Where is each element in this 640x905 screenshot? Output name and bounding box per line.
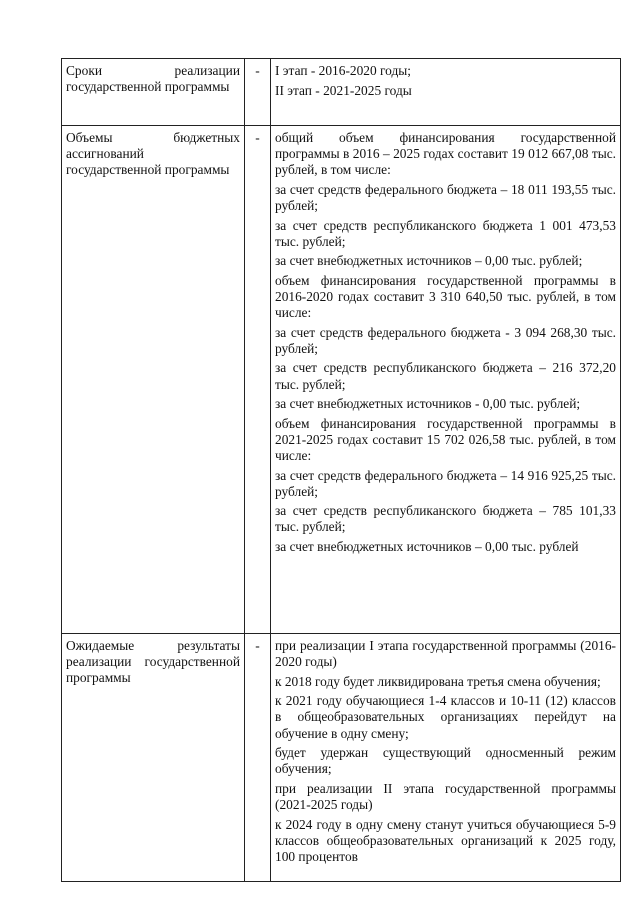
paragraph: за счет средств республиканского бюджета – 785 101,33 тыс. рублей;	[275, 503, 616, 535]
paragraph: за счет внебюджетных источников – 0,00 тыс. рублей;	[275, 253, 583, 269]
paragraph: II этап - 2021-2025 годы	[275, 82, 412, 98]
paragraph: к 2021 году обучающиеся 1-4 классов и 10-11 (12) классов в общеобразовательных организациях перейдут на обучение в одну смену;	[275, 693, 616, 741]
paragraph: за счет средств федерального бюджета – 14 916 925,25 тыс. рублей;	[275, 467, 616, 499]
paragraph: за счет средств республиканского бюджета 1 001 473,53 тыс. рублей;	[275, 217, 616, 249]
table-row-implementation-period	[62, 59, 621, 126]
dash-separator: -	[255, 130, 260, 145]
paragraph: общий объем финансирования государственной программы в 2016 – 2025 годах составит 19 012 667,08 тыс. рублей, в том числе:	[275, 130, 616, 178]
paragraph: за счет средств республиканского бюджета – 216 372,20 тыс. рублей;	[275, 360, 616, 392]
paragraph: I этап - 2016-2020 годы;	[275, 63, 412, 78]
dash-cell	[245, 634, 271, 882]
program-passport-table	[61, 58, 621, 882]
paragraph: за счет внебюджетных источников - 0,00 тыс. рублей;	[275, 396, 581, 412]
row-label-cell	[62, 126, 245, 634]
row-label-cell	[62, 59, 245, 126]
paragraph: к 2024 году в одну смену станут учиться обучающиеся 5-9 классов общеобразовательных организаций к 2025 году, 100 процентов	[275, 816, 616, 864]
row-label: Объемы бюджетных ассигнований государственной программы	[66, 130, 240, 178]
dash-separator: -	[255, 638, 260, 653]
row-value-cell	[271, 126, 621, 634]
paragraph: объем финансирования государственной программы в 2016-2020 годах составит 3 310 640,50 тыс. рублей, в том числе:	[275, 272, 616, 321]
dash-separator: -	[255, 63, 260, 78]
paragraph: объем финансирования государственной программы в 2021-2025 годах составит 15 702 026,58 тыс. рублей, в том числе:	[275, 415, 616, 464]
dash-cell	[245, 126, 271, 634]
paragraph: к 2018 году будет ликвидирована третья смена обучения;	[275, 673, 601, 689]
paragraph: за счет средств федерального бюджета - 3 094 268,30 тыс. рублей;	[275, 324, 616, 356]
row-label-cell	[62, 634, 245, 882]
table-row-expected-results	[62, 634, 621, 882]
row-label: Ожидаемые результаты реализации государственной программы	[66, 638, 240, 686]
paragraph: при реализации I этапа государственной программы (2016-2020 годы)	[275, 638, 616, 670]
paragraph: за счет внебюджетных источников – 0,00 тыс. рублей	[275, 538, 579, 554]
paragraph: за счет средств федерального бюджета – 18 011 193,55 тыс. рублей;	[275, 181, 616, 214]
row-value-cell	[271, 59, 621, 126]
paragraph: при реализации II этапа государственной программы (2021-2025 годы)	[275, 780, 616, 813]
dash-cell	[245, 59, 271, 126]
row-value-cell	[271, 634, 621, 882]
table-row-budget-allocations	[62, 126, 621, 634]
paragraph: будет удержан существующий односменный режим обучения;	[275, 745, 616, 777]
row-label: Сроки реализации государственной программы	[66, 63, 240, 95]
